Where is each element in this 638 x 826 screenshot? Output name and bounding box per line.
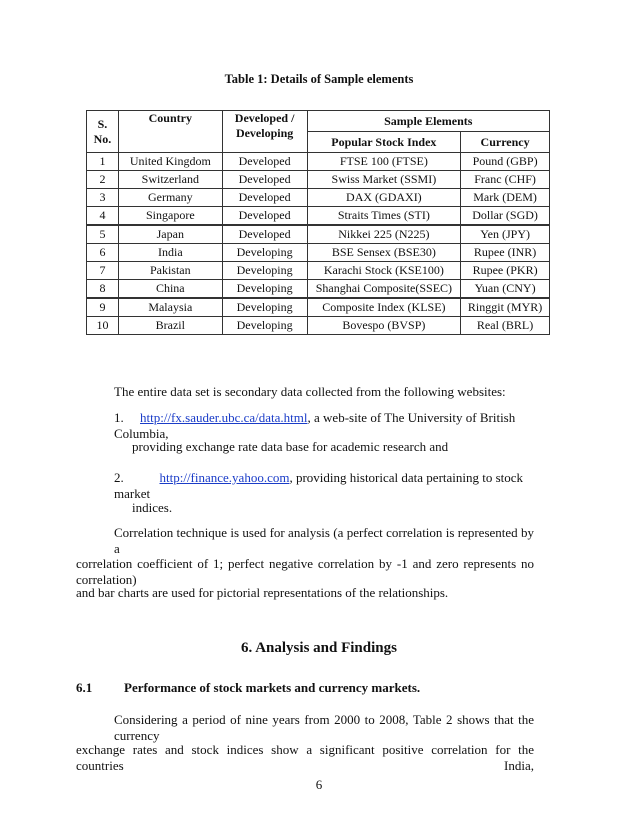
cell-currency: Rupee (INR): [461, 244, 550, 262]
table-row: [87, 207, 550, 226]
section-title: 6. Analysis and Findings: [241, 640, 397, 656]
cell-country: China: [118, 280, 222, 299]
cell-currency: Rupee (PKR): [461, 262, 550, 280]
analysis-line-1: Considering a period of nine years from 2000 to 2008, Table 2 shows that the currency: [114, 712, 534, 743]
subsection-heading: [76, 680, 420, 696]
cell-index: Karachi Stock (KSE100): [307, 262, 461, 280]
cell-developed: Developing: [222, 262, 307, 280]
correlation-line-2: correlation coefficient of 1; perfect negative correlation by -1 and zero represents no correlation): [76, 556, 534, 587]
cell-sno: 6: [87, 244, 119, 262]
col-header-developed: Developed / Developing: [222, 111, 307, 153]
cell-index: Shanghai Composite(SSEC): [307, 280, 461, 299]
cell-country: Pakistan: [118, 262, 222, 280]
cell-developed: Developed: [222, 189, 307, 207]
table-row: [87, 262, 550, 280]
col-header-index: Popular Stock Index: [307, 132, 461, 153]
cell-sno: 4: [87, 207, 119, 226]
cell-currency: Yuan (CNY): [461, 280, 550, 299]
cell-index: Nikkei 225 (N225): [307, 225, 461, 244]
cell-country: Germany: [118, 189, 222, 207]
table-row: [87, 317, 550, 335]
cell-sno: 2: [87, 171, 119, 189]
cell-currency: Franc (CHF): [461, 171, 550, 189]
cell-index: BSE Sensex (BSE30): [307, 244, 461, 262]
cell-currency: Ringgit (MYR): [461, 298, 550, 317]
table-row: [87, 153, 550, 171]
list-item-1-text: , a web-site of The University of British Columbia,: [114, 410, 516, 441]
list-item-2-continuation: indices.: [132, 500, 173, 515]
cell-sno: 3: [87, 189, 119, 207]
correlation-line-3: and bar charts are used for pictorial representations of the relationships.: [76, 585, 449, 600]
list-item-1: [114, 410, 534, 442]
cell-developed: Developing: [222, 298, 307, 317]
cell-index: Straits Times (STI): [307, 207, 461, 226]
sample-elements-table: [86, 110, 550, 335]
cell-developed: Developed: [222, 153, 307, 171]
cell-index: DAX (GDAXI): [307, 189, 461, 207]
cell-sno: 5: [87, 225, 119, 244]
ubc-link[interactable]: http://fx.sauder.ubc.ca/data.html: [140, 410, 308, 425]
table-row: [87, 280, 550, 299]
table-caption: Table 1: Details of Sample elements: [224, 72, 414, 86]
cell-developed: Developing: [222, 244, 307, 262]
cell-currency: Mark (DEM): [461, 189, 550, 207]
list-item-1-continuation: providing exchange rate data base for academic research and: [132, 439, 449, 454]
cell-country: Malaysia: [118, 298, 222, 317]
list-item-2-text: , providing historical data pertaining to stock market: [114, 470, 524, 501]
table-row: [87, 171, 550, 189]
cell-sno: 9: [87, 298, 119, 317]
page-number: 6: [315, 777, 323, 792]
list-item-1-number: 1.: [114, 410, 124, 425]
cell-currency: Dollar (SGD): [461, 207, 550, 226]
list-item-2-number: 2.: [114, 470, 124, 485]
table-row: [87, 298, 550, 317]
yahoo-finance-link[interactable]: http://finance.yahoo.com: [159, 470, 290, 485]
cell-currency: Pound (GBP): [461, 153, 550, 171]
cell-country: Singapore: [118, 207, 222, 226]
cell-developed: Developed: [222, 171, 307, 189]
subsection-number: 6.1: [76, 680, 93, 695]
col-header-sample-elements: Sample Elements: [307, 111, 549, 132]
cell-developed: Developing: [222, 317, 307, 335]
cell-developed: Developing: [222, 280, 307, 299]
analysis-line-2: exchange rates and stock indices show a significant positive correlation for the countries India,: [76, 742, 534, 773]
subsection-title: Performance of stock markets and currency markets.: [124, 680, 421, 695]
cell-index: FTSE 100 (FTSE): [307, 153, 461, 171]
cell-index: Bovespo (BVSP): [307, 317, 461, 335]
cell-sno: 10: [87, 317, 119, 335]
cell-country: Switzerland: [118, 171, 222, 189]
cell-currency: Yen (JPY): [461, 225, 550, 244]
cell-sno: 7: [87, 262, 119, 280]
correlation-line-1: Correlation technique is used for analysis (a perfect correlation is represented by a: [114, 525, 534, 556]
cell-currency: Real (BRL): [461, 317, 550, 335]
cell-sno: 1: [87, 153, 119, 171]
col-header-country: Country: [118, 111, 222, 153]
table-body: [87, 153, 550, 335]
list-item-2: [114, 470, 534, 502]
col-header-sno: S. No.: [87, 111, 119, 153]
cell-developed: Developed: [222, 207, 307, 226]
intro-text: The entire data set is secondary data collected from the following websites:: [114, 384, 506, 399]
table-row: [87, 244, 550, 262]
col-header-currency: Currency: [461, 132, 550, 153]
table-row: [87, 225, 550, 244]
cell-country: United Kingdom: [118, 153, 222, 171]
cell-sno: 8: [87, 280, 119, 299]
cell-country: Brazil: [118, 317, 222, 335]
cell-index: Swiss Market (SSMI): [307, 171, 461, 189]
cell-index: Composite Index (KLSE): [307, 298, 461, 317]
cell-country: India: [118, 244, 222, 262]
cell-country: Japan: [118, 225, 222, 244]
cell-developed: Developed: [222, 225, 307, 244]
table-row: [87, 189, 550, 207]
